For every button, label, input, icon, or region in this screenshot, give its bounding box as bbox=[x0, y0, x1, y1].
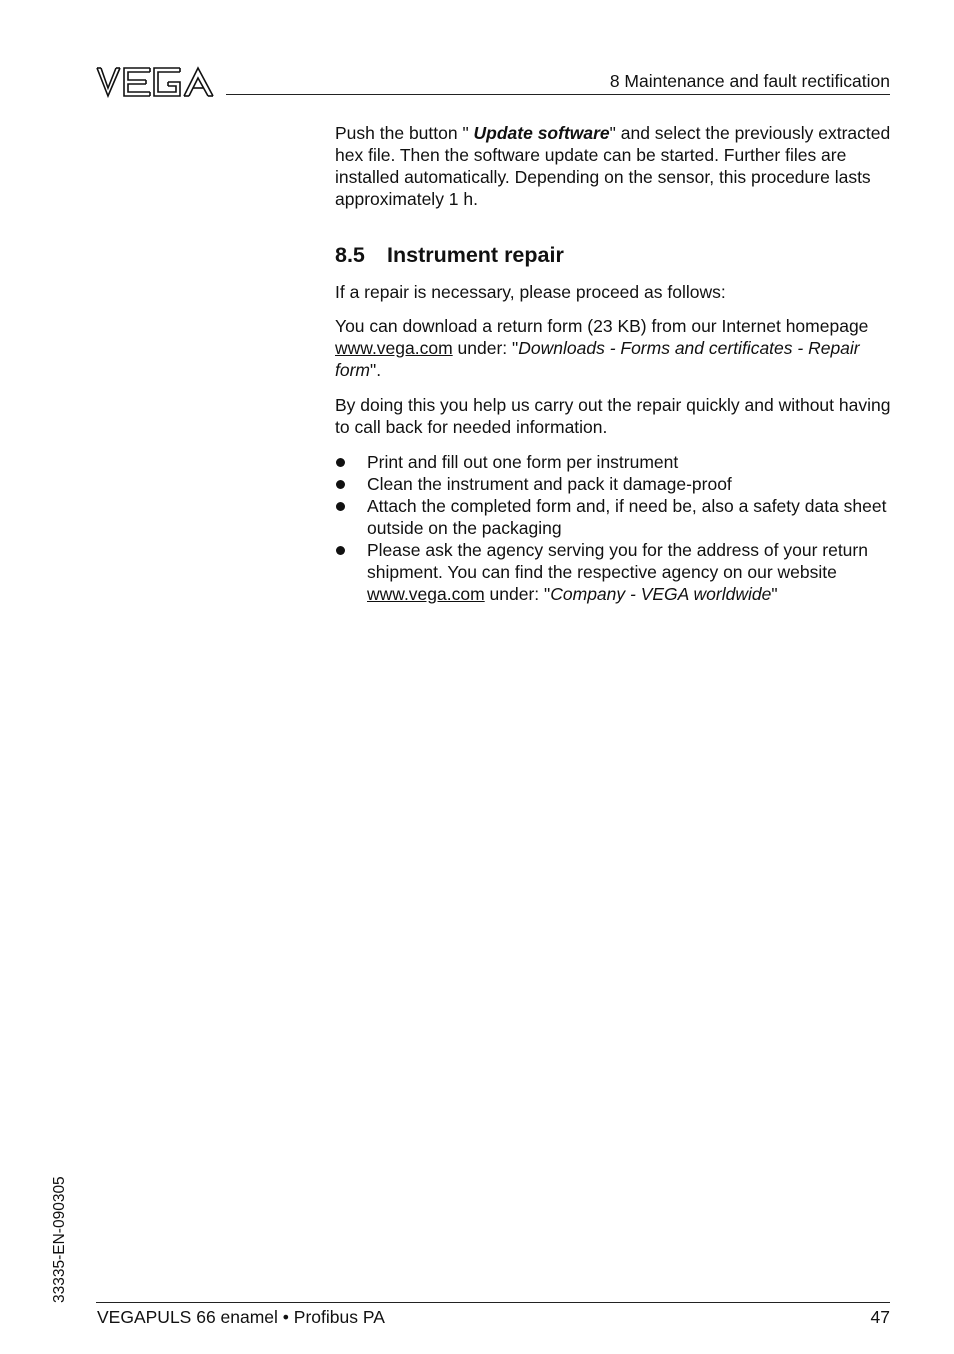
repair-paragraph-1: If a repair is necessary, please proceed as follows: bbox=[335, 282, 726, 302]
downloads-path: Downloads - Forms and certificates - Repair form bbox=[335, 338, 860, 380]
list-item bbox=[335, 451, 893, 473]
bullet-dot bbox=[336, 480, 345, 489]
list-item-text: Clean the instrument and pack it damage-proof bbox=[367, 474, 732, 494]
header-divider bbox=[226, 94, 890, 95]
list-item bbox=[335, 495, 893, 539]
list-item-text: Attach the completed form and, if need be, also a safety data sheet outside on the packaging bbox=[367, 496, 887, 538]
list-item bbox=[335, 539, 893, 605]
section-heading bbox=[335, 242, 893, 268]
bullet-dot bbox=[336, 546, 345, 555]
bullet-dot bbox=[336, 458, 345, 467]
update-software-emphasis: Update software bbox=[473, 123, 610, 143]
document-code: 33335-EN-090305 bbox=[51, 1176, 68, 1303]
list-item-text: under: " bbox=[484, 584, 551, 604]
p2-text-2: under: " bbox=[452, 338, 519, 358]
list-item bbox=[335, 473, 893, 495]
intro-paragraph bbox=[335, 122, 893, 210]
section-number: 8.5 bbox=[335, 243, 365, 267]
running-head: 8 Maintenance and fault rectification bbox=[609, 71, 890, 91]
footer-divider bbox=[96, 1302, 890, 1303]
list-item-text: " bbox=[771, 584, 778, 604]
bullet-dot bbox=[336, 502, 345, 511]
p2-text-1: You can download a return form (23 KB) from our Internet homepage bbox=[335, 316, 869, 336]
list-item-text: Please ask the agency serving you for the address of your return shipment. You can find the respective agency on our website bbox=[367, 540, 868, 582]
vega-logo bbox=[96, 66, 214, 98]
repair-paragraph-3: By doing this you help us carry out the repair quickly and without having to call back for needed information. bbox=[335, 395, 891, 437]
vega-website-link[interactable]: www.vega.com bbox=[367, 584, 485, 604]
list-item-text: Print and fill out one form per instrument bbox=[367, 452, 679, 472]
p2-text-3: ". bbox=[370, 360, 382, 380]
footer-product: VEGAPULS 66 enamel • Profibus PA bbox=[97, 1307, 385, 1327]
page-content bbox=[335, 122, 893, 605]
repair-paragraph-2 bbox=[335, 315, 893, 381]
company-path: Company - VEGA worldwide bbox=[550, 584, 772, 604]
section-title: Instrument repair bbox=[387, 243, 564, 267]
page-number: 47 bbox=[870, 1307, 890, 1327]
vega-website-link[interactable]: www.vega.com bbox=[335, 338, 453, 358]
intro-text-1: Push the button " bbox=[335, 123, 474, 143]
repair-steps-list bbox=[335, 451, 893, 605]
intro-text-2: " and select the previously extracted hex file. Then the software update can be started. Further files are installed automatically. Depending on the sensor, this procedure lasts approximately 1 h. bbox=[335, 123, 891, 209]
